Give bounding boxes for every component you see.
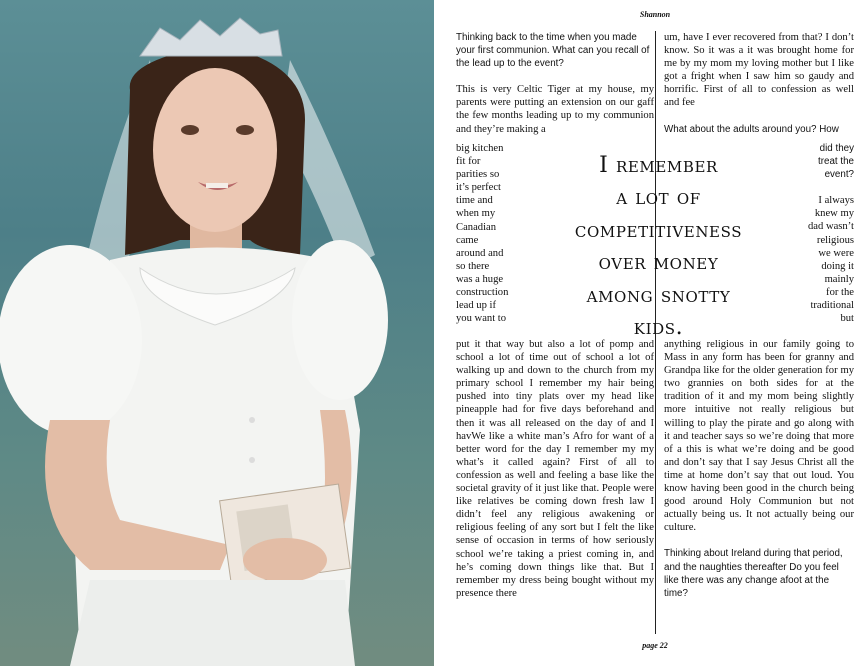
- wrap-line: did they: [819, 143, 854, 154]
- wrap-line: I always: [818, 195, 854, 207]
- wrap-line: construction: [456, 287, 509, 299]
- column-a-top: [456, 31, 654, 136]
- pull-quote-line: I remember: [599, 153, 718, 178]
- wrap-line: traditional: [810, 300, 854, 312]
- column-b-bottom: [664, 338, 854, 600]
- wrap-line: you want to: [456, 313, 507, 325]
- wrap-line: it’s perfect: [456, 182, 502, 194]
- wrap-line: for the: [826, 286, 854, 298]
- wrap-line: time and: [456, 195, 493, 207]
- wrap-line: around and: [456, 247, 504, 259]
- wrap-line: fit for: [456, 156, 481, 168]
- answer-1-continued: put it that way but also a lot of pomp and school a lot of time out of school a lot of walking up and down to the church from my primary school I remember my hair being pushed into tiny plats over my head like pineapple had for five days beforehand and then it was all released on the day of and I havWe like a white man’s Afro for want of a better word for the day I remember my my what’s it called again? First of all to confession as well and feeling a base like the societal gravity of it just like that. People were like relatives be coming down fresh law I didn’t feel any religious awakening or religious feeling of any sort but I felt the like sense of occasion in terms of how seriously school we’re taking a priest coming in, and he’s coming down things like that. But I remember my dress being bought without my presence there: [456, 339, 654, 599]
- answer-2-continued: anything religious in our family going to Mass in any form has been for granny and Grandpa like for the older generation for my two grannies on both sides for at the tradition of it and my mom being slightly more intuitive not really religious but willing to play the pirate and go along with it and teacher says so we’re doing that more of a this is what we’re doing and be good and don’t say that I say Jesus Christ all the time at home don’t say that out loud. You know having been good in the church being good around Holy Communion but not actually being us. It not actually being our culture.: [664, 339, 854, 534]
- wrap-line: dad wasn’t: [808, 221, 854, 233]
- wrap-line: parities so: [456, 169, 500, 181]
- wrap-line: doing it: [821, 260, 854, 272]
- wrap-line: came: [456, 234, 479, 246]
- pull-quote-line: a lot of: [616, 185, 701, 211]
- running-header-author: Shannon: [639, 10, 671, 19]
- column-a-bottom: [456, 338, 654, 600]
- wrap-line: but: [840, 313, 854, 325]
- column-a-wrap-around-quote: [456, 142, 518, 325]
- page-number: page 22: [642, 641, 668, 650]
- wrap-line: mainly: [824, 273, 854, 285]
- wrap-line: when my: [456, 208, 496, 220]
- column-b-top: [664, 31, 854, 136]
- wrap-line: big kitchen: [456, 143, 504, 154]
- pull-quote-line: kids.: [633, 315, 684, 341]
- pull-quote: [530, 150, 787, 344]
- interview-question-3: Thinking about Ireland during that period, and the naughties thereafter Do you feel like there was any change afoot at the time?: [664, 548, 843, 599]
- pull-quote-line: over money: [598, 250, 719, 276]
- wrap-line: lead up if: [456, 300, 497, 312]
- wrap-line: knew my: [814, 208, 854, 220]
- interview-question-2: What about the adults around you? How: [664, 123, 839, 135]
- answer-1-ending: um, have I ever recovered from that? I don’t know. So it was a it was brought home for me by my mom my loving mother but I like got a fright when I saw him so gaudy and horrific. First of all to confession as well and fee: [664, 32, 854, 109]
- wrap-line: treat the: [818, 156, 854, 168]
- wrap-line: was a huge: [456, 273, 504, 285]
- interview-question-1: Thinking back to the time when you made your first communion. What can you recall of the lead up to the event?: [456, 32, 650, 70]
- wrap-line: religious: [816, 234, 854, 246]
- wrap-line: we were: [818, 247, 854, 259]
- wrap-line: so there: [456, 260, 490, 272]
- wrap-line: event?: [824, 169, 854, 181]
- column-b-wrap-around-quote: [797, 142, 854, 325]
- pull-quote-line: among snotty: [586, 282, 731, 308]
- answer-1-intro: This is very Celtic Tiger at my house, my parents were putting an extension on our gaff the few months leading up to my communion and they’re making a: [456, 84, 654, 135]
- wrap-line: Canadian: [456, 221, 497, 233]
- pull-quote-line: competitiveness: [574, 217, 743, 243]
